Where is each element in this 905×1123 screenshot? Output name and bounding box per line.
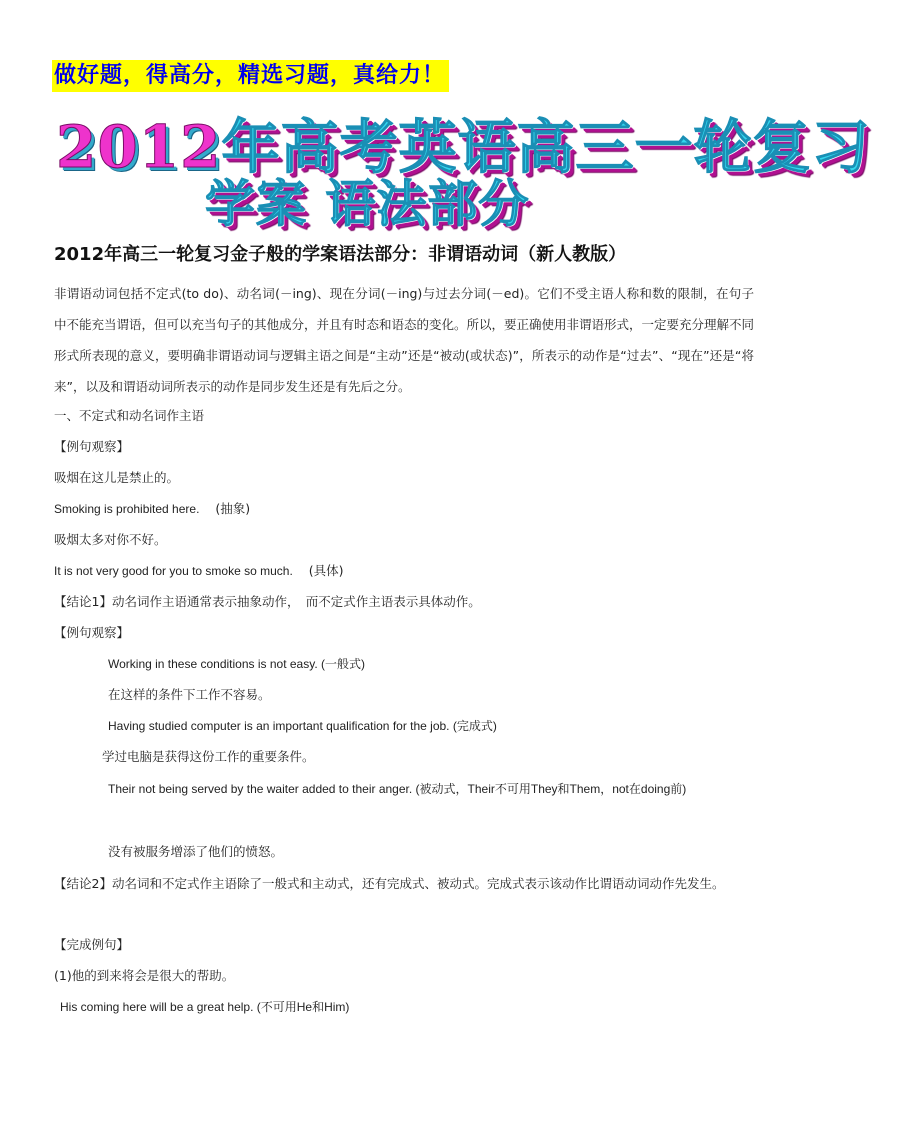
document-subtitle: 2012年高三一轮复习金子般的学案语法部分：非谓语动词（新人教版）: [54, 244, 627, 265]
main-title-line2: 学案 语法部分: [205, 174, 530, 233]
example5-english: Their not being served by the waiter added to their anger. (被动式，Their不可用They和Them，not在doing前): [108, 782, 687, 796]
practice1-english: His coming here will be a great help. (不可用He和Him): [60, 1000, 350, 1014]
section1-heading: 一、不定式和动名词作主语: [54, 408, 205, 423]
main-title-rest: 年高考英语高三一轮复习: [221, 113, 871, 181]
example1-chinese: 吸烟在这儿是禁止的。: [54, 470, 180, 485]
slogan-banner: 做好题，得高分，精选习题，真给力！: [52, 60, 449, 92]
example1-note: (抽象): [215, 501, 251, 516]
example4-chinese: 学过电脑是获得这份工作的重要条件。: [102, 749, 315, 764]
example5-chinese: 没有被服务增添了他们的愤怒。: [108, 844, 284, 859]
practice1-chinese: (1)他的到来将会是很大的帮助。: [54, 968, 235, 983]
observe-label-1: 【例句观察】: [54, 439, 130, 454]
observe-label-2: 【例句观察】: [54, 625, 130, 640]
example2-english: It is not very good for you to smoke so much.: [54, 564, 293, 578]
example3-chinese: 在这样的条件下工作不容易。: [108, 687, 271, 702]
main-title-year: 2012: [56, 113, 222, 181]
example2-english-line: [54, 561, 343, 581]
example1-english: Smoking is prohibited here.: [54, 502, 200, 516]
example4-english: Having studied computer is an important qualification for the job. (完成式): [108, 719, 497, 733]
example2-chinese: 吸烟太多对你不好。: [54, 532, 167, 547]
conclusion-1: 【结论1】动名词作主语通常表示抽象动作， 而不定式作主语表示具体动作。: [54, 594, 481, 609]
example1-english-line: [54, 499, 250, 519]
conclusion-2: 【结论2】动名词和不定式作主语除了一般式和主动式，还有完成式、被动式。完成式表示该动作比谓语动词动作先发生。: [54, 876, 725, 891]
practice-heading: 【完成例句】: [54, 937, 130, 952]
example2-note: (具体): [308, 563, 344, 578]
example3-english: Working in these conditions is not easy. (一般式): [108, 657, 365, 671]
intro-paragraph: 非谓语动词包括不定式(to do)、动名词(－ing)、现在分词(－ing)与过去分词(－ed)。它们不受主语人称和数的限制，在句子中不能充当谓语，但可以充当句子的其他成分，并且有时态和语态的变化。所以，要正确使用非谓语形式，一定要充分理解不同形式所表现的意义，要明确非谓语动词与逻辑主语之间是“主动”还是“被动(或状态)”，所表示的动作是“过去”、“现在”还是“将来”，以及和谓语动词所表示的动作是同步发生还是有先后之分。: [54, 286, 755, 394]
